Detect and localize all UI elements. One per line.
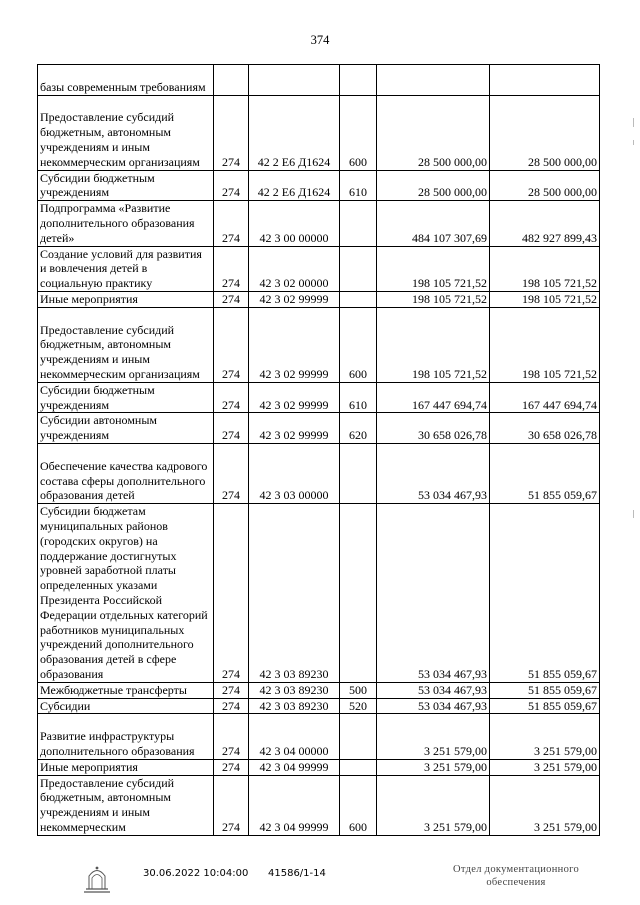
amount-2024-cell: 198 105 721,52	[490, 246, 600, 291]
amount-2023-cell: 53 034 467,93	[377, 682, 490, 698]
scan-edge-mark	[633, 118, 634, 127]
amount-2023-cell	[377, 65, 490, 96]
page-footer	[0, 858, 640, 898]
amount-2023-cell: 198 105 721,52	[377, 291, 490, 307]
budget-table	[37, 64, 600, 836]
table-row	[38, 246, 600, 291]
amount-2024-cell: 51 855 059,67	[490, 698, 600, 714]
ministry-code-cell: 274	[214, 775, 249, 835]
table-row	[38, 170, 600, 201]
table-row	[38, 714, 600, 759]
amount-2023-cell: 30 658 026,78	[377, 413, 490, 444]
expense-type-cell: 610	[340, 382, 377, 413]
table-row	[38, 759, 600, 775]
row-name-cell: Развитие инфраструктуры дополнительного образования	[38, 714, 214, 759]
target-article-cell: 42 3 03 00000	[249, 443, 340, 503]
target-article-cell: 42 3 03 89230	[249, 698, 340, 714]
row-name-cell: Обеспечение качества кадрового состава сферы дополнительного образования детей	[38, 443, 214, 503]
amount-2024-cell: 30 658 026,78	[490, 413, 600, 444]
table-row	[38, 201, 600, 246]
expense-type-cell	[340, 759, 377, 775]
amount-2024-cell: 51 855 059,67	[490, 443, 600, 503]
target-article-cell: 42 3 00 00000	[249, 201, 340, 246]
row-name-cell: Субсидии бюджетным учреждениям	[38, 170, 214, 201]
footer-date: 30.06.2022 10:04:00	[143, 868, 249, 879]
target-article-cell: 42 3 02 99999	[249, 307, 340, 382]
amount-2023-cell: 484 107 307,69	[377, 201, 490, 246]
table-row	[38, 95, 600, 170]
amount-2023-cell: 3 251 579,00	[377, 759, 490, 775]
table-row	[38, 682, 600, 698]
footer-department-line1: Отдел документационного	[452, 864, 580, 875]
row-name-cell: Субсидии бюджетам муниципальных районов (городских округов) на поддержание достигнутых уровней заработной платы определенных указами Президента Российской Федерации отдельных категорий работников муниципальных учреждений дополнительного образования детей в сфере образования	[38, 504, 214, 683]
amount-2024-cell: 3 251 579,00	[490, 759, 600, 775]
amount-2023-cell: 198 105 721,52	[377, 307, 490, 382]
table-row	[38, 307, 600, 382]
amount-2024-cell: 3 251 579,00	[490, 714, 600, 759]
expense-type-cell: 520	[340, 698, 377, 714]
amount-2023-cell: 53 034 467,93	[377, 698, 490, 714]
ministry-code-cell: 274	[214, 307, 249, 382]
target-article-cell: 42 3 04 99999	[249, 759, 340, 775]
scan-edge-mark	[633, 140, 634, 145]
amount-2023-cell: 28 500 000,00	[377, 95, 490, 170]
ministry-code-cell: 274	[214, 95, 249, 170]
table-row	[38, 443, 600, 503]
expense-type-cell: 610	[340, 170, 377, 201]
amount-2024-cell: 51 855 059,67	[490, 504, 600, 683]
table-row	[38, 291, 600, 307]
footer-department-line2: обеспечения	[486, 877, 546, 888]
target-article-cell: 42 2 Е6 Д1624	[249, 95, 340, 170]
row-name-cell: Предоставление субсидий бюджетным, автономным учреждениям и иным некоммерческим организациям	[38, 95, 214, 170]
expense-type-cell	[340, 291, 377, 307]
target-article-cell: 42 3 03 89230	[249, 504, 340, 683]
amount-2024-cell: 51 855 059,67	[490, 682, 600, 698]
ministry-code-cell	[214, 65, 249, 96]
row-name-cell: Создание условий для развития и вовлечения детей в социальную практику	[38, 246, 214, 291]
row-name-cell: Субсидии бюджетным учреждениям	[38, 382, 214, 413]
amount-2023-cell: 198 105 721,52	[377, 246, 490, 291]
table-row	[38, 775, 600, 835]
table-row	[38, 413, 600, 444]
expense-type-cell	[340, 246, 377, 291]
expense-type-cell: 600	[340, 95, 377, 170]
ministry-code-cell: 274	[214, 504, 249, 683]
target-article-cell: 42 2 Е6 Д1624	[249, 170, 340, 201]
amount-2024-cell: 482 927 899,43	[490, 201, 600, 246]
target-article-cell: 42 3 04 00000	[249, 714, 340, 759]
row-name-cell: Подпрограмма «Развитие дополнительного образования детей»	[38, 201, 214, 246]
ministry-code-cell: 274	[214, 682, 249, 698]
target-article-cell: 42 3 02 99999	[249, 291, 340, 307]
expense-type-cell	[340, 443, 377, 503]
expense-type-cell: 500	[340, 682, 377, 698]
amount-2024-cell: 198 105 721,52	[490, 307, 600, 382]
amount-2024-cell: 28 500 000,00	[490, 95, 600, 170]
table-row	[38, 504, 600, 683]
ministry-code-cell: 274	[214, 413, 249, 444]
ministry-code-cell: 274	[214, 201, 249, 246]
ministry-code-cell: 274	[214, 714, 249, 759]
amount-2023-cell: 28 500 000,00	[377, 170, 490, 201]
row-name-cell: Иные мероприятия	[38, 291, 214, 307]
row-name-cell: Субсидии	[38, 698, 214, 714]
amount-2023-cell: 3 251 579,00	[377, 775, 490, 835]
amount-2024-cell: 198 105 721,52	[490, 291, 600, 307]
expense-type-cell: 620	[340, 413, 377, 444]
amount-2023-cell: 53 034 467,93	[377, 443, 490, 503]
expense-type-cell: 600	[340, 307, 377, 382]
row-name-cell: Межбюджетные трансферты	[38, 682, 214, 698]
footer-department	[436, 863, 596, 889]
row-name-cell: Предоставление субсидий бюджетным, автономным учреждениям и иным некоммерческим	[38, 775, 214, 835]
row-name-cell: базы современным требованиям	[38, 65, 214, 96]
expense-type-cell	[340, 201, 377, 246]
amount-2023-cell: 53 034 467,93	[377, 504, 490, 683]
target-article-cell: 42 3 02 99999	[249, 382, 340, 413]
expense-type-cell	[340, 65, 377, 96]
expense-type-cell: 600	[340, 775, 377, 835]
ministry-code-cell: 274	[214, 382, 249, 413]
amount-2024-cell	[490, 65, 600, 96]
ministry-code-cell: 274	[214, 246, 249, 291]
page-number: 374	[310, 33, 330, 47]
row-name-cell: Субсидии автономным учреждениям	[38, 413, 214, 444]
budget-table-body	[38, 65, 600, 836]
target-article-cell: 42 3 02 00000	[249, 246, 340, 291]
expense-type-cell	[340, 504, 377, 683]
expense-type-cell	[340, 714, 377, 759]
amount-2024-cell: 28 500 000,00	[490, 170, 600, 201]
row-name-cell: Предоставление субсидий бюджетным, автономным учреждениям и иным некоммерческим организациям	[38, 307, 214, 382]
target-article-cell	[249, 65, 340, 96]
target-article-cell: 42 3 03 89230	[249, 682, 340, 698]
ministry-code-cell: 274	[214, 698, 249, 714]
ministry-code-cell: 274	[214, 759, 249, 775]
table-row	[38, 65, 600, 96]
table-row	[38, 382, 600, 413]
ministry-code-cell: 274	[214, 443, 249, 503]
amount-2023-cell: 167 447 694,74	[377, 382, 490, 413]
footer-document-number: 41586/1-14	[268, 868, 326, 879]
target-article-cell: 42 3 02 99999	[249, 413, 340, 444]
scan-edge-mark	[633, 510, 634, 518]
table-row	[38, 698, 600, 714]
amount-2024-cell: 167 447 694,74	[490, 382, 600, 413]
amount-2023-cell: 3 251 579,00	[377, 714, 490, 759]
amount-2024-cell: 3 251 579,00	[490, 775, 600, 835]
row-name-cell: Иные мероприятия	[38, 759, 214, 775]
registry-seal-icon	[82, 862, 112, 894]
target-article-cell: 42 3 04 99999	[249, 775, 340, 835]
ministry-code-cell: 274	[214, 170, 249, 201]
ministry-code-cell: 274	[214, 291, 249, 307]
